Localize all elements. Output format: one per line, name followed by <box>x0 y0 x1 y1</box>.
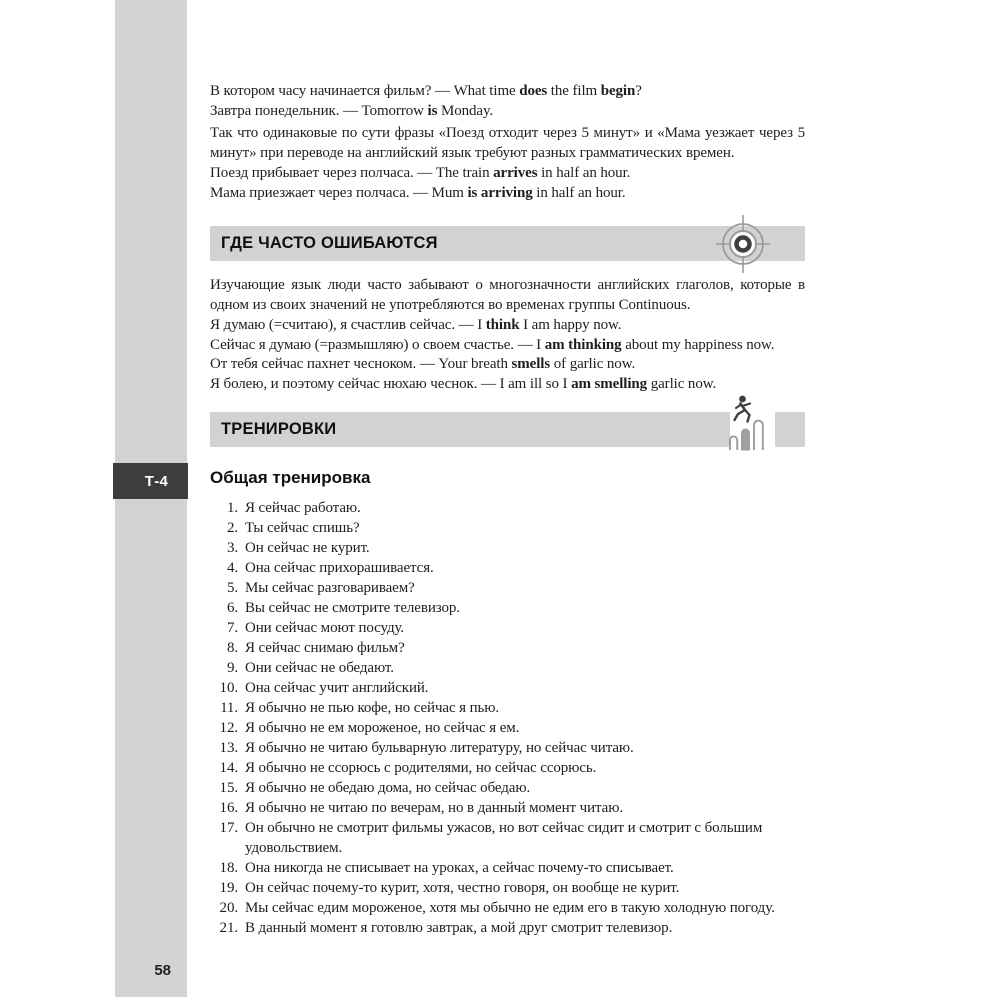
exercise-list <box>210 498 807 938</box>
list-item-text: Я обычно не ссорюсь с родителями, но сейчас ссорюсь. <box>245 760 597 776</box>
list-item <box>210 738 807 758</box>
list-item <box>210 578 807 598</box>
list-item-number: 14. <box>219 760 238 776</box>
list-item <box>210 498 807 518</box>
list-item-number: 13. <box>219 740 238 756</box>
text-line: Я болею, и поэтому сейчас нюхаю чеснок. — I am ill so I am smelling garlic now. <box>210 375 717 392</box>
runner-stairs-icon <box>727 394 767 451</box>
list-item-text: Они сейчас не обедают. <box>245 660 394 676</box>
list-item-number: 9. <box>226 660 238 676</box>
list-item-text: Она никогда не списывает на уроках, а сейчас почему-то списывает. <box>245 860 674 876</box>
text-line: От тебя сейчас пахнет чесноком. — Your breath smells of garlic now. <box>210 356 636 372</box>
list-item-number: 21. <box>219 920 238 936</box>
exercise-heading: Общая тренировка <box>210 468 371 487</box>
list-item <box>210 558 807 578</box>
list-item <box>210 818 807 858</box>
list-item-text: Она сейчас прихорашивается. <box>245 560 434 576</box>
list-item-number: 12. <box>219 720 238 736</box>
intro-paragraph: Так что одинаковые по сути фразы «Поезд отходит через 5 минут» и «Мама уезжает через 5 минут» при переводе на английский язык требуют разных грамматических времен. <box>210 125 805 161</box>
list-item-text: Я обычно не читаю бульварную литературу, но сейчас читаю. <box>245 740 634 756</box>
list-item-number: 3. <box>226 540 238 556</box>
text-line: В котором часу начинается фильм? — What time does the film begin? <box>210 83 642 99</box>
list-item-text: Я обычно не читаю по вечерам, но в данный момент читаю. <box>245 800 623 816</box>
list-item-text: Он обычно не смотрит фильмы ужасов, но вот сейчас сидит и смотрит с большим удовольствием. <box>245 820 763 856</box>
intro-pairs-2 <box>210 164 805 203</box>
intro-pairs-1 <box>210 82 805 121</box>
list-item-number: 11. <box>220 700 238 716</box>
section-title-common-mistakes: ГДЕ ЧАСТО ОШИБАЮТСЯ <box>221 234 438 252</box>
list-item-number: 5. <box>226 580 238 596</box>
exercise-tab-label <box>113 463 188 499</box>
section-title-training: ТРЕНИРОВКИ <box>221 420 337 438</box>
list-item-text: Он сейчас не курит. <box>245 540 370 556</box>
list-item-text: Они сейчас моют посуду. <box>245 620 405 636</box>
text-line: Поезд прибывает через полчаса. — The train arrives in half an hour. <box>210 165 631 181</box>
list-item-number: 1. <box>226 500 238 516</box>
section-bar-training <box>210 412 805 447</box>
list-item <box>210 698 807 718</box>
list-item-text: В данный момент я готовлю завтрак, а мой друг смотрит телевизор. <box>245 920 673 936</box>
list-item-text: Ты сейчас спишь? <box>245 520 360 536</box>
list-item <box>210 798 807 818</box>
list-item-number: 4. <box>226 560 238 576</box>
list-item-number: 6. <box>226 600 238 616</box>
list-item-number: 18. <box>219 860 238 876</box>
list-item-text: Я обычно не ем мороженое, но сейчас я ем. <box>245 720 520 736</box>
text-line: Я думаю (=считаю), я счастлив сейчас. — I think I am happy now. <box>210 317 622 333</box>
target-icon <box>716 215 770 273</box>
list-item <box>210 718 807 738</box>
section-bar-common-mistakes <box>210 226 805 261</box>
mistakes-examples <box>210 316 805 394</box>
mistakes-paragraph: Изучающие язык люди часто забывают о многозначности английских глаголов, которые в одном из своих значений не употребляются во временах группы Continuous. <box>210 277 805 313</box>
list-item-text: Он сейчас почему-то курит, хотя, честно говоря, он вообще не курит. <box>245 880 680 896</box>
list-item-number: 2. <box>226 520 238 536</box>
list-item <box>210 878 807 898</box>
text-line: Мама приезжает через полчаса. — Mum is arriving in half an hour. <box>210 184 626 201</box>
list-item-text: Я обычно не обедаю дома, но сейчас обедаю. <box>245 780 531 796</box>
list-item <box>210 638 807 658</box>
text-line: Завтра понедельник. — Tomorrow is Monday. <box>210 102 494 119</box>
list-item-text: Вы сейчас не смотрите телевизор. <box>245 600 460 616</box>
list-item <box>210 658 807 678</box>
list-item-number: 19. <box>219 880 238 896</box>
page-number: 58 <box>154 962 171 979</box>
text-line: Сейчас я думаю (=размышляю) о своем счастье. — I am thinking about my happiness now. <box>210 336 775 353</box>
list-item-number: 10. <box>219 680 238 696</box>
list-item-text: Мы сейчас едим мороженое, хотя мы обычно не едим его в такую холодную погоду. <box>245 900 775 916</box>
list-item <box>210 518 807 538</box>
list-item-text: Я сейчас работаю. <box>245 500 361 516</box>
list-item-number: 15. <box>219 780 238 796</box>
list-item <box>210 778 807 798</box>
list-item-text: Она сейчас учит английский. <box>245 680 429 696</box>
list-item <box>210 758 807 778</box>
list-item <box>210 918 807 938</box>
list-item <box>210 538 807 558</box>
list-item-number: 8. <box>226 640 238 656</box>
list-item <box>210 678 807 698</box>
list-item <box>210 858 807 878</box>
training-bar-end-segment <box>775 412 805 447</box>
list-item <box>210 898 807 918</box>
list-item-number: 17. <box>219 820 238 836</box>
exercise-tab-text: Т-4 <box>144 472 169 490</box>
list-item-number: 16. <box>219 800 238 816</box>
list-item-number: 7. <box>226 620 238 636</box>
list-item <box>210 618 807 638</box>
list-item-text: Я сейчас снимаю фильм? <box>245 640 405 656</box>
list-item-text: Я обычно не пью кофе, но сейчас я пью. <box>245 700 500 716</box>
list-item <box>210 598 807 618</box>
list-item-text: Мы сейчас разговариваем? <box>245 580 415 596</box>
training-bar-segment <box>210 412 730 447</box>
list-item-number: 20. <box>219 900 238 916</box>
